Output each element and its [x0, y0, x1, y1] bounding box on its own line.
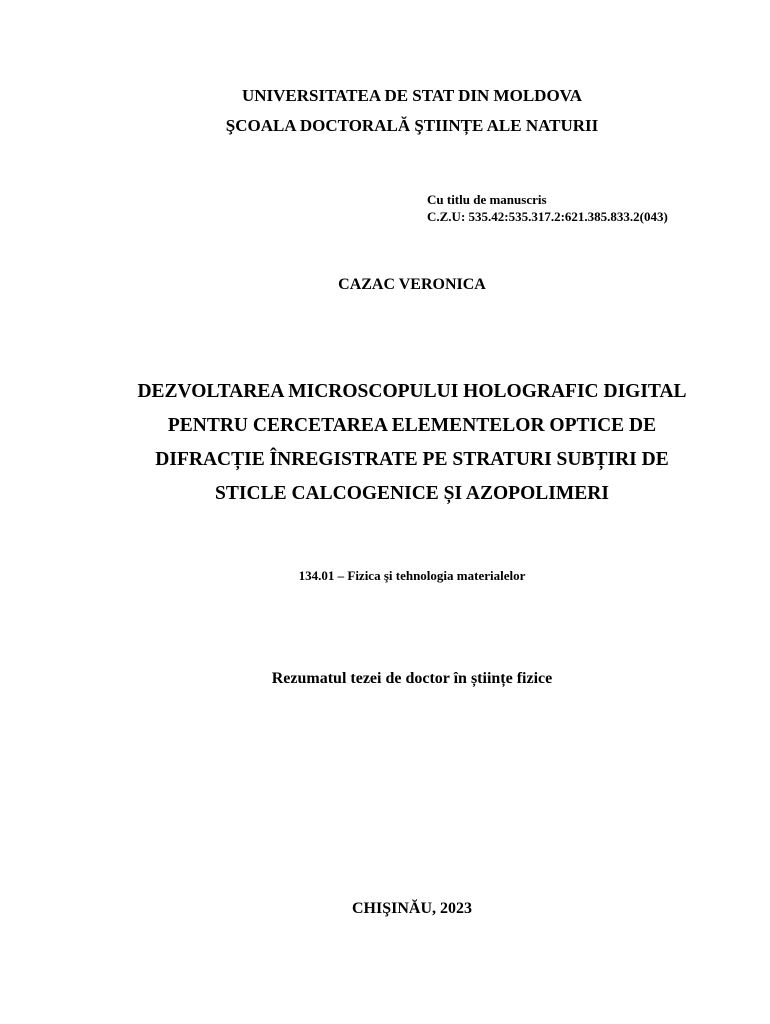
czu-code: C.Z.U: 535.42:535.317.2:621.385.833.2(043)	[427, 209, 668, 224]
specialty: 134.01 – Fizica şi tehnologia materialelor	[298, 568, 526, 583]
thesis-title-line: PENTRU CERCETAREA ELEMENTELOR OPTICE DE	[167, 415, 657, 436]
manuscript-note: Cu titlu de manuscris	[427, 192, 547, 207]
thesis-title	[0, 375, 770, 511]
author-name: CAZAC VERONICA	[338, 276, 486, 293]
doctoral-school-name: ŞCOALA DOCTORALĂ ŞTIINȚE ALE NATURII	[225, 116, 599, 135]
manuscript-info	[427, 191, 668, 225]
summary-label: Rezumatul tezei de doctor în științe fizice	[271, 670, 553, 687]
thesis-title-line: STICLE CALCOGENICE ȘI AZOPOLIMERI	[215, 483, 609, 504]
place-and-year: CHIŞINĂU, 2023	[351, 900, 472, 917]
thesis-title-line: DEZVOLTAREA MICROSCOPULUI HOLOGRAFIC DIGITAL	[137, 381, 687, 402]
thesis-title-line: DIFRACȚIE ÎNREGISTRATE PE STRATURI SUBȚIRI DE	[155, 449, 669, 470]
university-name: UNIVERSITATEA DE STAT DIN MOLDOVA	[241, 86, 583, 105]
